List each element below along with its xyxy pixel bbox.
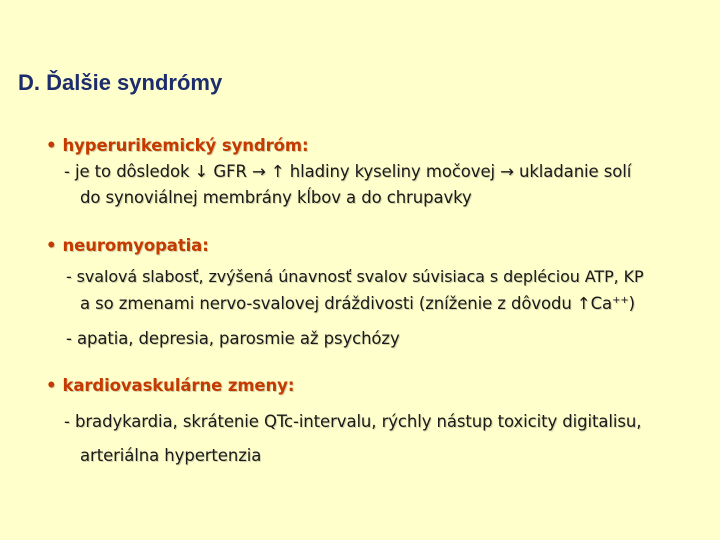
bullet-icon: • xyxy=(46,376,57,395)
heading-text: neuromyopatia: xyxy=(62,236,209,255)
superscript-charge: ++ xyxy=(612,295,629,306)
section-heading-neuromyopathy xyxy=(46,236,209,255)
section-line: - apatia, depresia, parosmie až psychózy xyxy=(66,329,400,348)
section-line xyxy=(80,294,635,313)
close-paren: ) xyxy=(628,294,635,313)
bullet-icon: • xyxy=(46,136,57,155)
section-line: do synoviálnej membrány kĺbov a do chrupavky xyxy=(80,188,472,207)
bullet-icon: • xyxy=(46,236,57,255)
line-text: a so zmenami nervo-svalovej dráždivosti (zníženie z dôvodu ↑Ca xyxy=(80,294,613,313)
section-heading-cardiovascular xyxy=(46,376,294,395)
section-line: - bradykardia, skrátenie QTc-intervalu, rýchly nástup toxicity digitalisu, xyxy=(64,412,642,431)
heading-text: hyperurikemický syndróm: xyxy=(62,136,309,155)
heading-text: kardiovaskulárne zmeny: xyxy=(62,376,295,395)
section-line: arteriálna hypertenzia xyxy=(80,446,262,465)
slide-title: D. Ďalšie syndrómy xyxy=(18,70,223,95)
section-line: - je to dôsledok ↓ GFR → ↑ hladiny kyseliny močovej → ukladanie solí xyxy=(64,162,632,181)
section-line: - svalová slabosť, zvýšená únavnosť svalov súvisiaca s depléciou ATP, KP xyxy=(66,267,644,286)
section-heading-hyperuricemic xyxy=(46,136,308,155)
